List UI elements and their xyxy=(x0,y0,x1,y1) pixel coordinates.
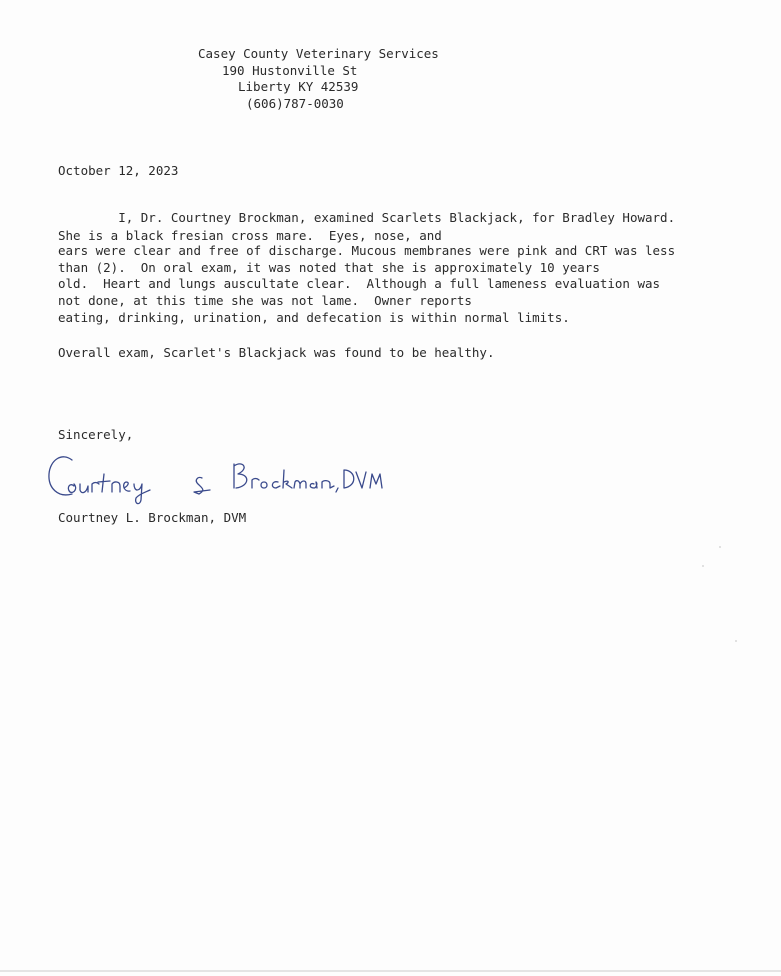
clinic-city: Liberty KY 42539 xyxy=(238,79,359,94)
body-line: not done, at this time she was not lame. Owner reports xyxy=(58,293,472,308)
letter-date: October 12, 2023 xyxy=(58,163,179,178)
body-line: old. Heart and lungs auscultate clear. Although a full lameness evaluation was xyxy=(58,276,661,291)
scan-speck xyxy=(735,640,737,642)
scan-speck xyxy=(719,546,721,548)
body-line: I, Dr. Courtney Brockman, examined Scarlets Blackjack, for Bradley Howard. xyxy=(58,210,676,225)
signer-name: Courtney L. Brockman, DVM xyxy=(58,510,247,525)
handwritten-signature xyxy=(44,448,404,508)
clinic-street: 190 Hustonville St xyxy=(222,63,358,78)
clinic-phone: (606)787-0030 xyxy=(246,96,344,111)
body-line: than (2). On oral exam, it was noted that she is approximately 10 years xyxy=(58,260,600,275)
signature-strokes xyxy=(49,457,382,504)
body-line: ears were clear and free of discharge. Mucous membranes were pink and CRT was less xyxy=(58,243,676,258)
body-line: eating, drinking, urination, and defecation is within normal limits. xyxy=(58,310,570,325)
body-paragraph-2: Overall exam, Scarlet's Blackjack was found to be healthy. xyxy=(58,345,495,360)
page-bottom-edge xyxy=(0,970,781,972)
clinic-name: Casey County Veterinary Services xyxy=(198,46,439,61)
closing: Sincerely, xyxy=(58,427,134,442)
scan-speck xyxy=(702,565,704,567)
body-line: She is a black fresian cross mare. Eyes, nose, and xyxy=(58,228,442,243)
